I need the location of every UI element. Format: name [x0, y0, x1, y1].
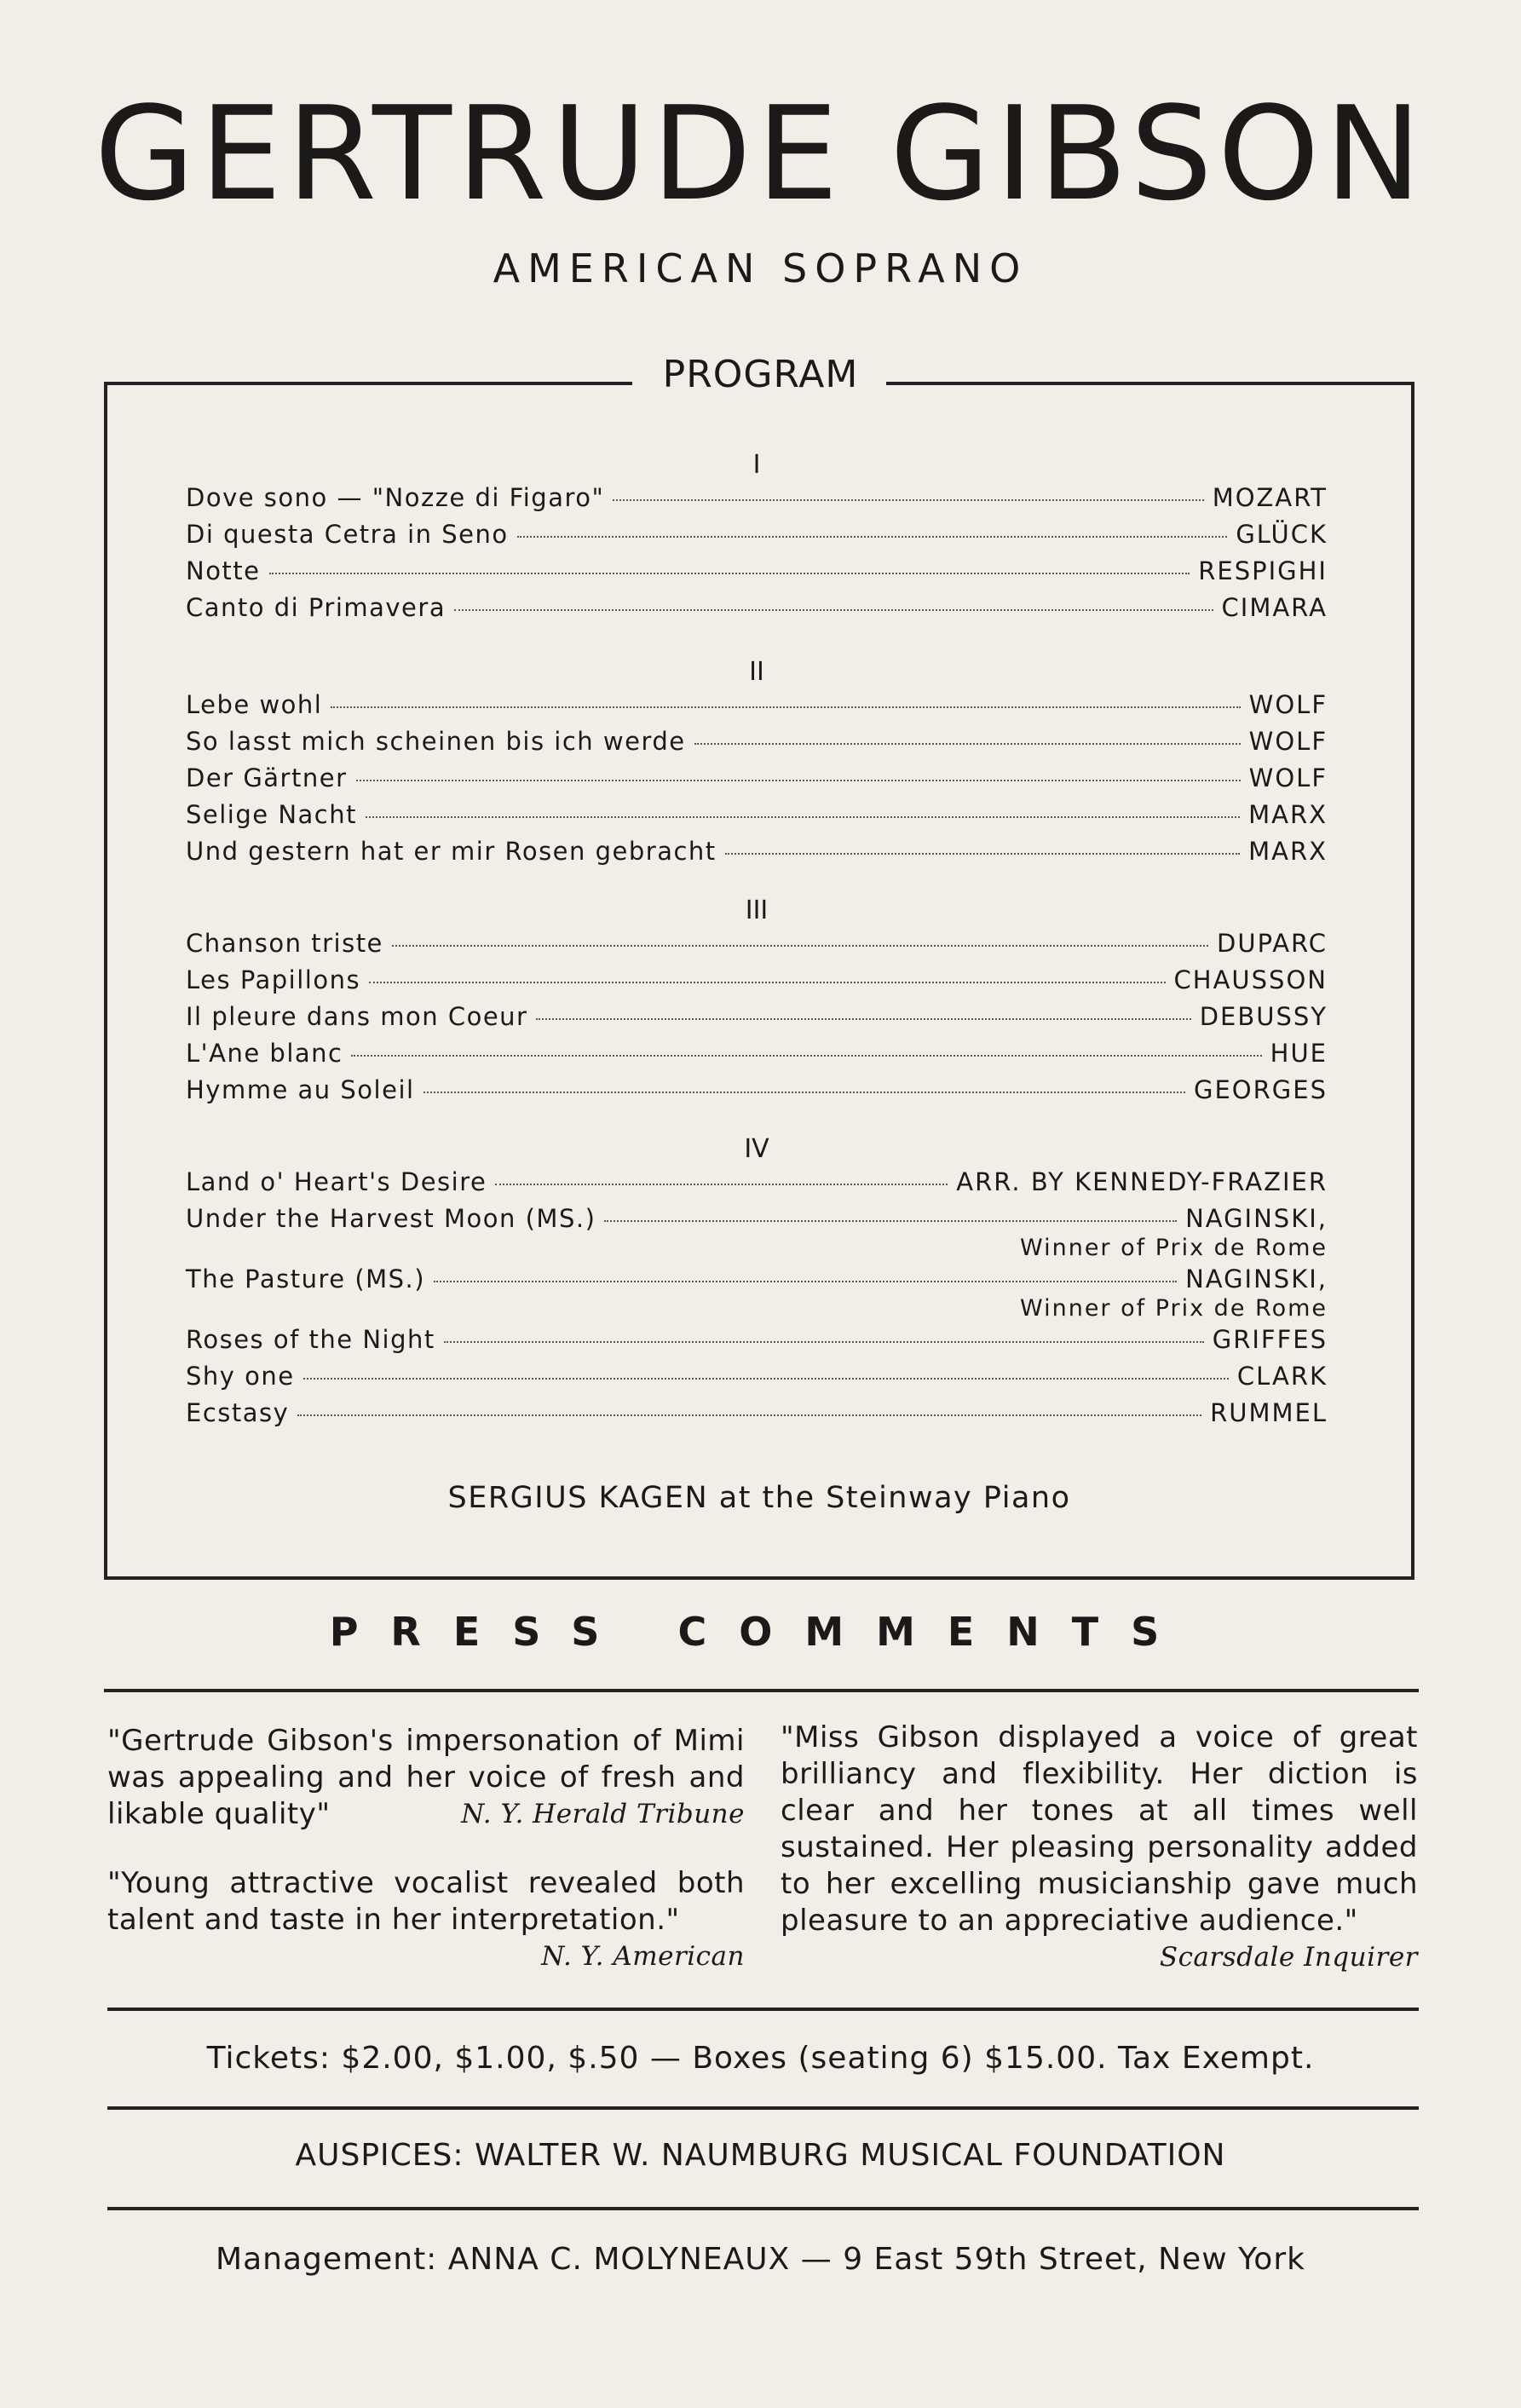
press-quote: "Young attractive vocalist revealed both talent and taste in her interpretation." — [107, 1866, 745, 1937]
press-right-column — [781, 1720, 1418, 1976]
section-numeral: III — [745, 896, 769, 925]
tickets-line: Tickets: $2.00, $1.00, $.50 — Boxes (seating 6) $15.00. Tax Exempt. — [206, 2041, 1315, 2076]
program-item: Les Papillons CHAUSSON — [186, 965, 1328, 994]
section-numeral: II — [749, 657, 764, 687]
program-item: Selige Nacht MARX — [186, 800, 1328, 829]
program-section-4 — [186, 1132, 1328, 1435]
performer-name: GERTRUDE GIBSON — [94, 78, 1427, 229]
press-left-column — [107, 1723, 745, 1975]
program-item: Hymme au Soleil GEORGES — [186, 1075, 1328, 1104]
press-quote: "Gertrude Gibson's impersonation of Mimi was appealing and her voice of fresh and likable quality" N. Y. Herald Tribune — [107, 1724, 745, 1831]
program-item: Shy one CLARK — [186, 1362, 1328, 1391]
program-section-3 — [186, 893, 1328, 1112]
accompanist-line: SERGIUS KAGEN at the Steinway Piano — [447, 1481, 1071, 1515]
program-section-1 — [186, 447, 1328, 630]
auspices-rule — [107, 2106, 1419, 2110]
press-source: N. Y. American — [541, 1941, 745, 1972]
management-line: Management: ANNA C. MOLYNEAUX — 9 East 59th Street, New York — [216, 2242, 1305, 2277]
program-item: Der Gärtner WOLF — [186, 763, 1328, 792]
performer-subtitle: AMERICAN SOPRANO — [493, 245, 1028, 291]
program-item: Canto di Primavera CIMARA — [186, 593, 1328, 622]
program-item: The Pasture (MS.) NAGINSKI, — [186, 1264, 1328, 1293]
section-numeral: I — [752, 450, 761, 480]
program-item: Und gestern hat er mir Rosen gebracht MARX — [186, 837, 1328, 866]
program-section-2 — [186, 654, 1328, 873]
press-rule — [104, 1689, 1419, 1692]
press-source: Scarsdale Inquirer — [1159, 1942, 1418, 1973]
program-item: Dove sono — "Nozze di Figaro" MOZART — [186, 483, 1328, 512]
auspices-line: AUSPICES: WALTER W. NAUMBURG MUSICAL FOUNDATION — [295, 2138, 1226, 2173]
program-item: Chanson triste DUPARC — [186, 929, 1328, 958]
composer-note: Winner of Prix de Rome — [1019, 1235, 1328, 1261]
program-item: Land o' Heart's Desire ARR. BY KENNEDY-FRAZIER — [186, 1167, 1328, 1196]
program-item: L'Ane blanc HUE — [186, 1039, 1328, 1068]
tickets-rule — [107, 2008, 1419, 2011]
program-item: Notte RESPIGHI — [186, 556, 1328, 585]
program-item: Roses of the Night GRIFFES — [186, 1325, 1328, 1354]
press-source: N. Y. Herald Tribune — [461, 1799, 745, 1829]
press-heading: PRESS COMMENTS — [329, 1609, 1192, 1655]
program-item: So lasst mich scheinen bis ich werde WOLF — [186, 727, 1328, 756]
composer-note: Winner of Prix de Rome — [1019, 1295, 1328, 1322]
press-quote: "Miss Gibson displayed a voice of great brilliancy and flexibility. Her diction is clear and her tones at all times well sustained. Her pleasing personality added to her excelling musicianship gave much pleasure to an appreciative audience." — [781, 1720, 1418, 1938]
program-item: Lebe wohl WOLF — [186, 690, 1328, 719]
program-item: Il pleure dans mon Coeur DEBUSSY — [186, 1002, 1328, 1031]
program-heading: PROGRAM — [0, 356, 1521, 394]
program-item: Under the Harvest Moon (MS.) NAGINSKI, — [186, 1204, 1328, 1233]
program-item: Di questa Cetra in Seno GLÜCK — [186, 520, 1328, 549]
management-rule — [107, 2207, 1419, 2210]
section-numeral: IV — [744, 1134, 769, 1164]
program-item: Ecstasy RUMMEL — [186, 1398, 1328, 1427]
